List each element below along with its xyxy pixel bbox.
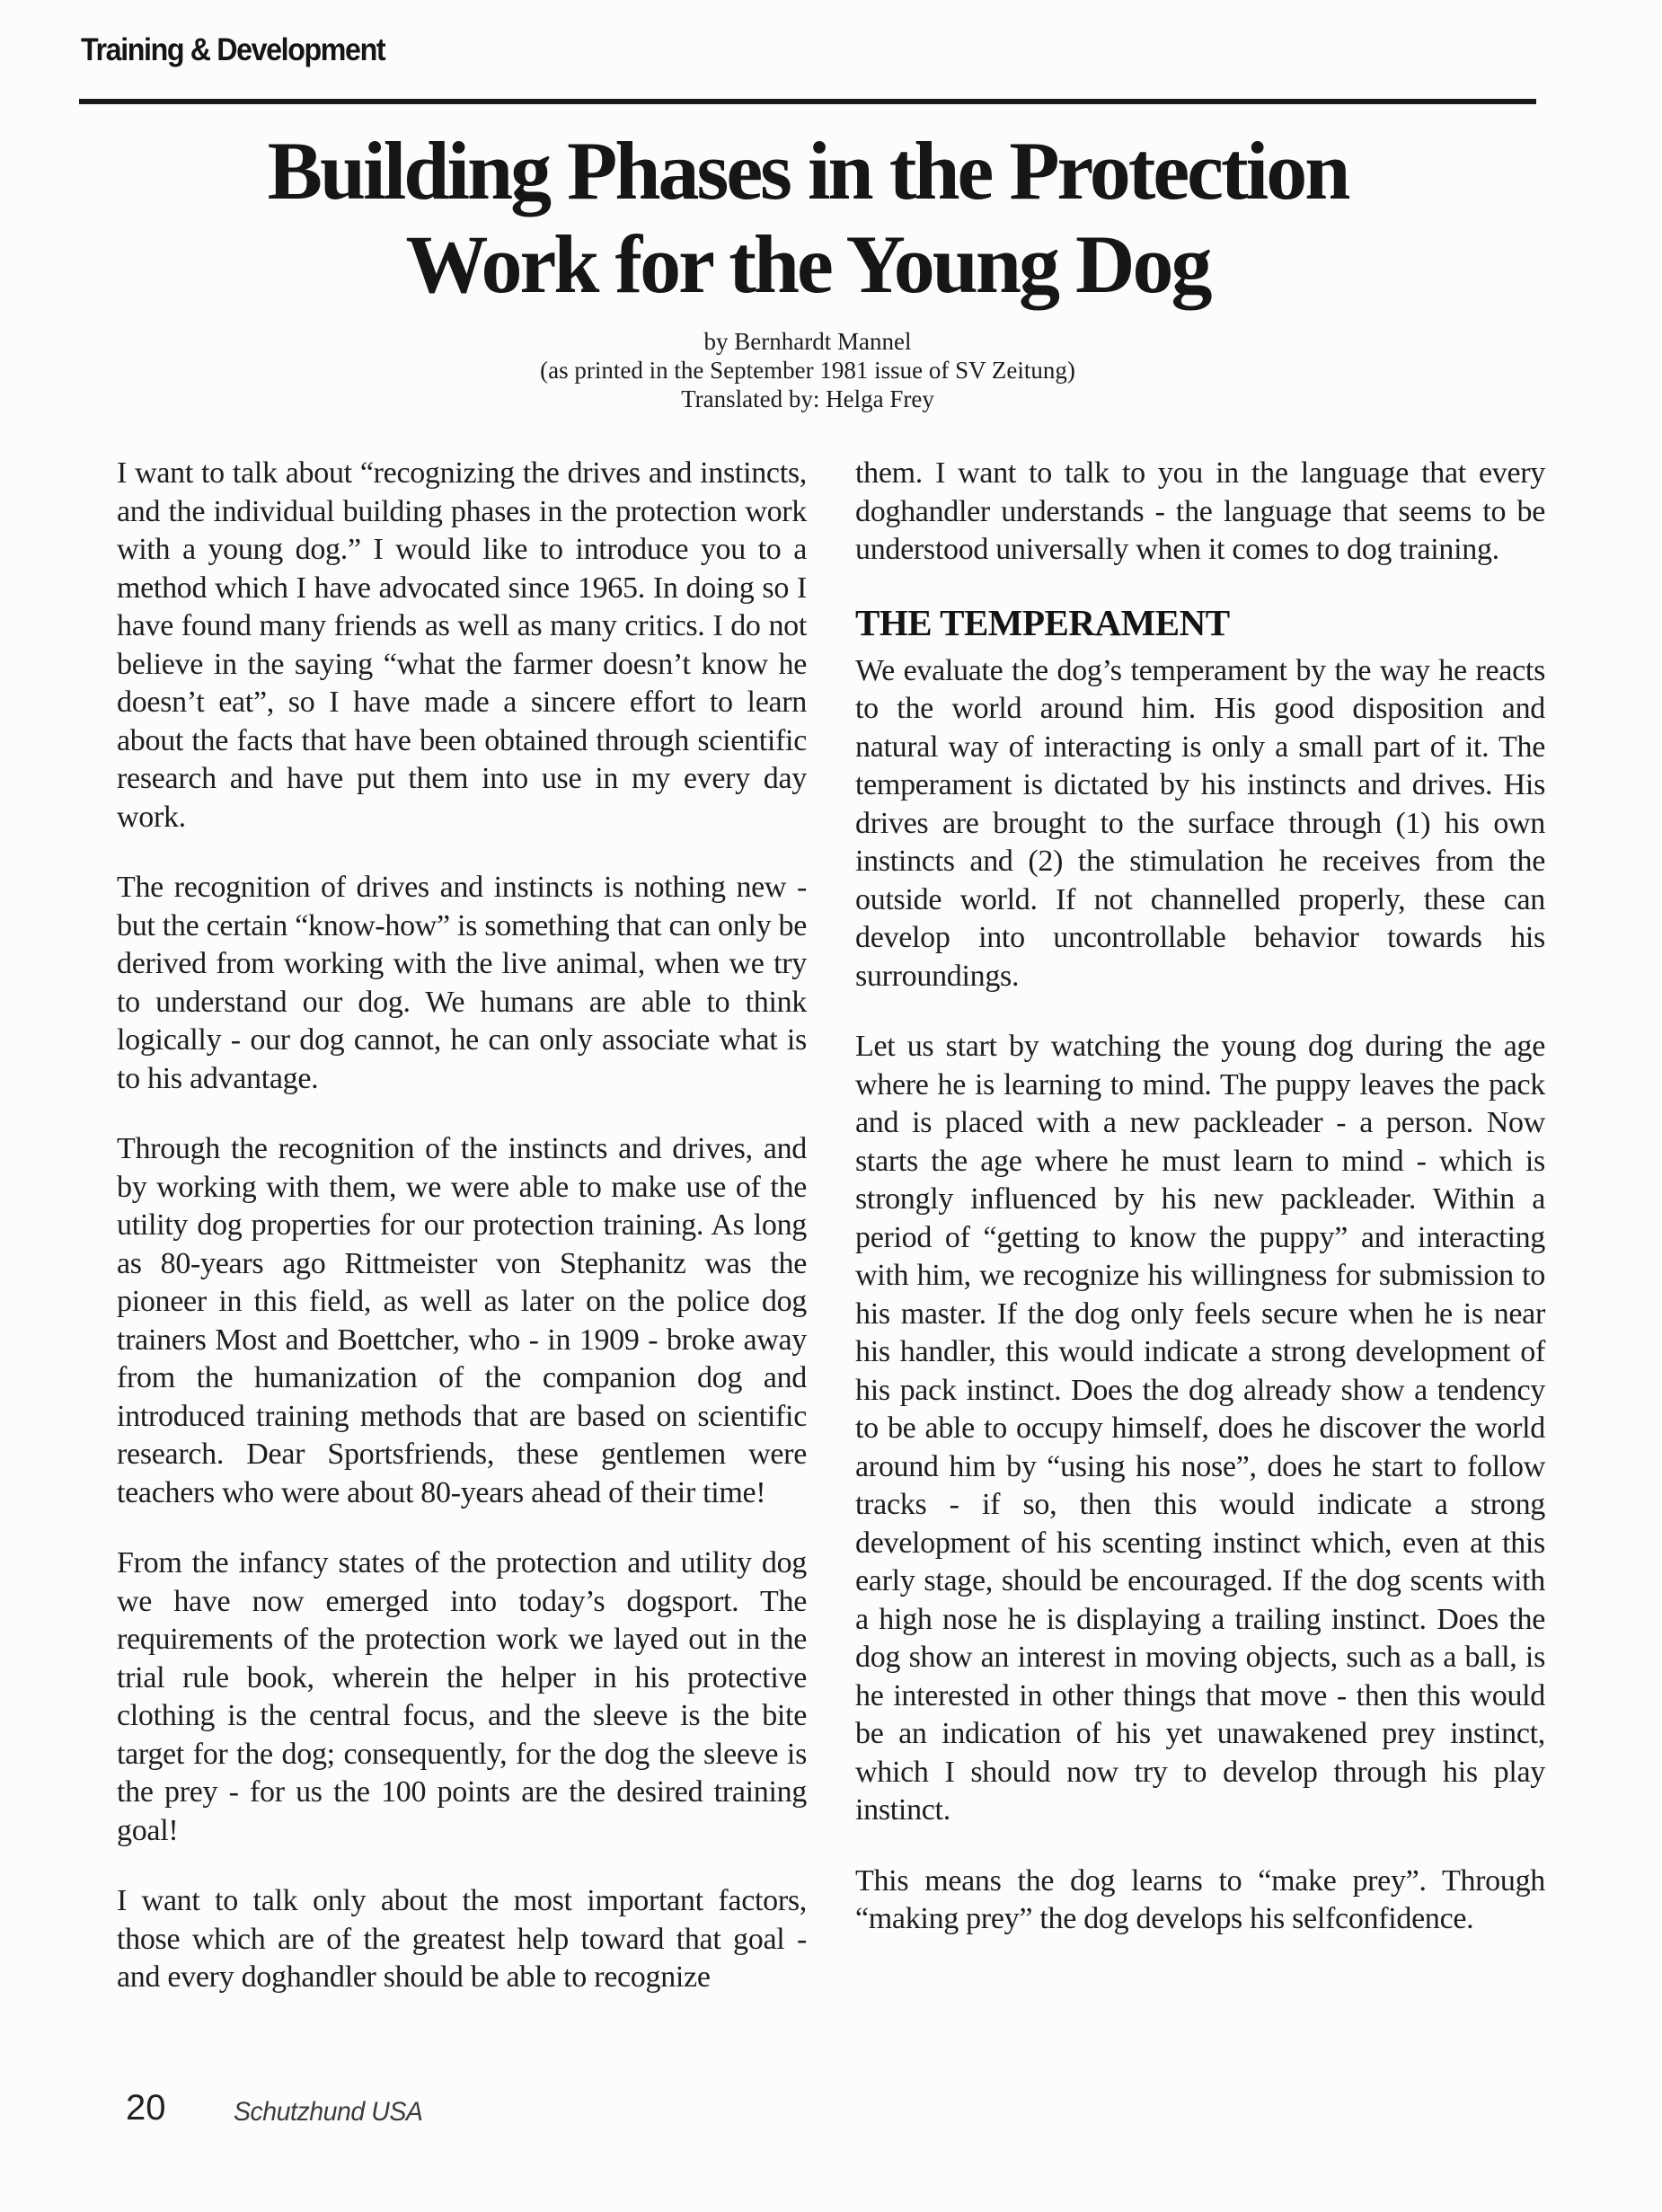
paragraph: Through the recognition of the instincts and drives, and by working with them, we were able to make use of the utility dog properties for our protection training. As long as 80-years ago Rittmeister von Stephanitz was the pioneer in this field, as well as later on the police dog trainers Most and Boettcher, who - in 1909 - broke away from the humanization of the companion dog and introduced training methods that are based on scientific research. Dear Sportsfriends, these gentlemen were teachers who were about 80-years ahead of their time!: [117, 1132, 807, 1509]
section-heading-the-temperament: THE TEMPERAMENT: [855, 601, 1230, 643]
paragraph: From the infancy states of the protection and utility dog we have now emerged into today’s dogsport. The requirements of the protection work we layed out in the trial rule book, wherein the helper in his protective clothing is the central focus, and the sleeve is the bite target for the dog; consequently, for the dog the sleeve is the prey - for us the 100 points are the desired training goal!: [117, 1546, 807, 1847]
page-footer: [0, 2083, 1662, 2137]
paragraph: This means the dog learns to “make prey”. Through “making prey” the dog develops his selfconfidence.: [855, 1863, 1545, 1935]
paragraph: The recognition of drives and instincts is nothing new - but the certain “know-how” is something that can only be derived from working with the live animal, when we try to understand our dog. We humans are able to think logically - our dog cannot, he can only associate what is to his advantage.: [117, 871, 807, 1095]
left-column: [117, 455, 807, 1997]
publication-name: Schutzhund USA: [234, 2097, 423, 2127]
title-line-2: Work for the Young Dog: [405, 218, 1210, 310]
section-label: Training & Development: [81, 32, 385, 67]
paragraph: We evaluate the dog’s temperament by the way he reacts to the world around him. His good disposition and natural way of interacting is only a small part of it. The temperament is dictated by his instincts and drives. His drives are brought to the surface through (1) his own instincts and (2) the stimulation he receives from the outside world. If not channelled properly, these can develop into uncontrollable behavior towards his surroundings.: [855, 653, 1545, 993]
paragraph: I want to talk about “recognizing the drives and instincts, and the individual building phases in the protection work with a young dog.” I would like to introduce you to a method which I have advocated since 1965. In doing so I have found many friends as well as many critics. I do not believe in the saying “what the farmer doesn’t know he doesn’t eat”, so I have made a sincere effort to learn about the facts that have been obtained through scientific research and have put them into use in my every day work.: [117, 456, 807, 834]
byline: [79, 327, 1536, 413]
title-line-1: Building Phases in the Protection: [267, 125, 1348, 217]
byline-source: (as printed in the September 1981 issue of SV Zeitung): [540, 357, 1075, 384]
paragraph: Let us start by watching the young dog during the age where he is learning to mind. The puppy leaves the pack and is placed with a new packleader - a person. Now starts the age where he must learn to mind - which is strongly influenced by his new packleader. Within a period of “getting to know the puppy” and interacting with him, we recognize his willingness for submission to his master. If the dog only feels secure when he is near his handler, this would indicate a strong development of his pack instinct. Does the dog already show a tendency to be able to occupy himself, does he discover the world around him by “using his nose”, does he start to follow tracks - if so, then this would indicate a strong development of his scenting instinct which, even at this early stage, should be encouraged. If the dog scents with a high nose he is displaying a trailing instinct. Does the dog show an interest in moving objects, such as a ball, is he interested in other things that move - then this would be an indication of his yet unawakened prey instinct, which I should now try to develop through his play instinct.: [855, 1030, 1545, 1827]
paragraph: them. I want to talk to you in the language that every doghandler understands - the language that seems to be understood universally when it comes to dog training.: [855, 456, 1545, 566]
byline-translator: Translated by: Helga Frey: [681, 385, 934, 412]
page-number: 20: [126, 2088, 166, 2128]
byline-author: by Bernhardt Mannel: [703, 328, 912, 355]
paragraph: I want to talk only about the most important factors, those which are of the greatest help toward that goal - and every doghandler should be able to recognize: [117, 1884, 807, 1994]
article-title: [79, 124, 1536, 311]
header-rule: [79, 99, 1536, 104]
right-column: [855, 455, 1545, 1939]
